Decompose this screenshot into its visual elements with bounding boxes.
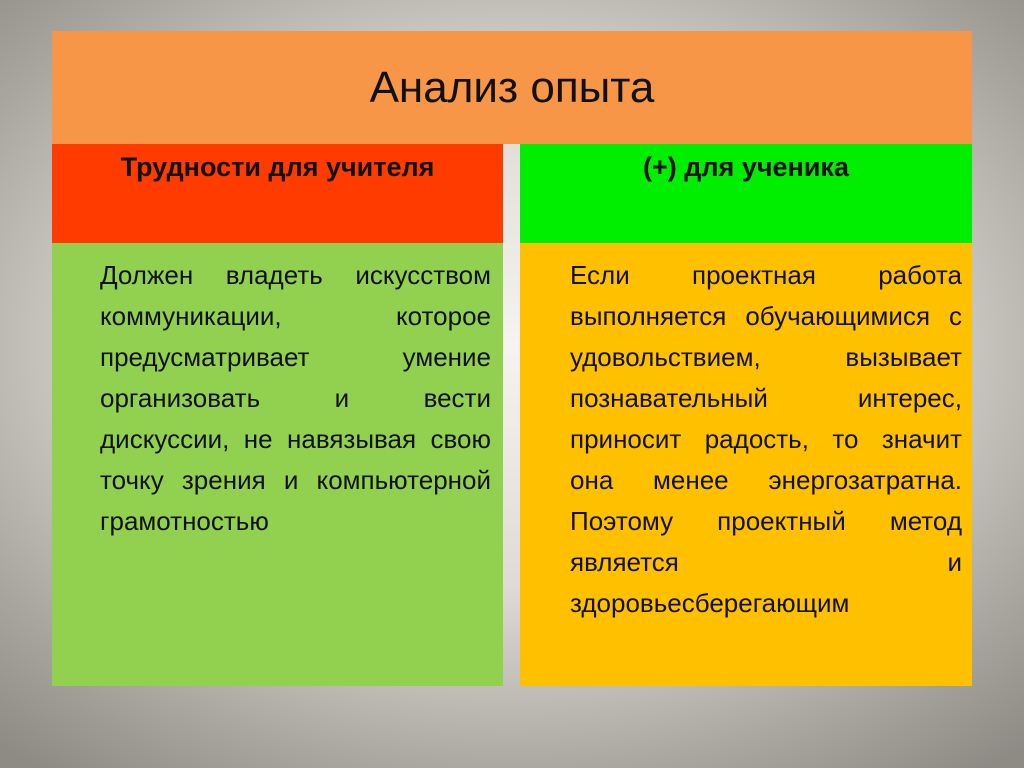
student-benefits-body bbox=[520, 243, 972, 686]
slide-title: Анализ опыта bbox=[369, 63, 655, 112]
student-benefits-header: (+) для ученика bbox=[520, 144, 972, 243]
student-benefits-text: Если проектная работа выполняется обучающимися с удовольствием, вызывает познавательный интерес, приносит радость, то значит она менее энергозатратна. Поэтому проектный метод является и здоровьесберегающим bbox=[570, 260, 962, 618]
teacher-difficulties-header: Трудности для учителя bbox=[52, 144, 503, 243]
teacher-difficulties-text: Должен владеть искусством коммуникации, которое предусматривает умение организовать и вести дискуссии, не навязывая свою точку зрения и компьютерной грамотностью bbox=[100, 260, 491, 536]
teacher-difficulties-body bbox=[52, 243, 503, 686]
